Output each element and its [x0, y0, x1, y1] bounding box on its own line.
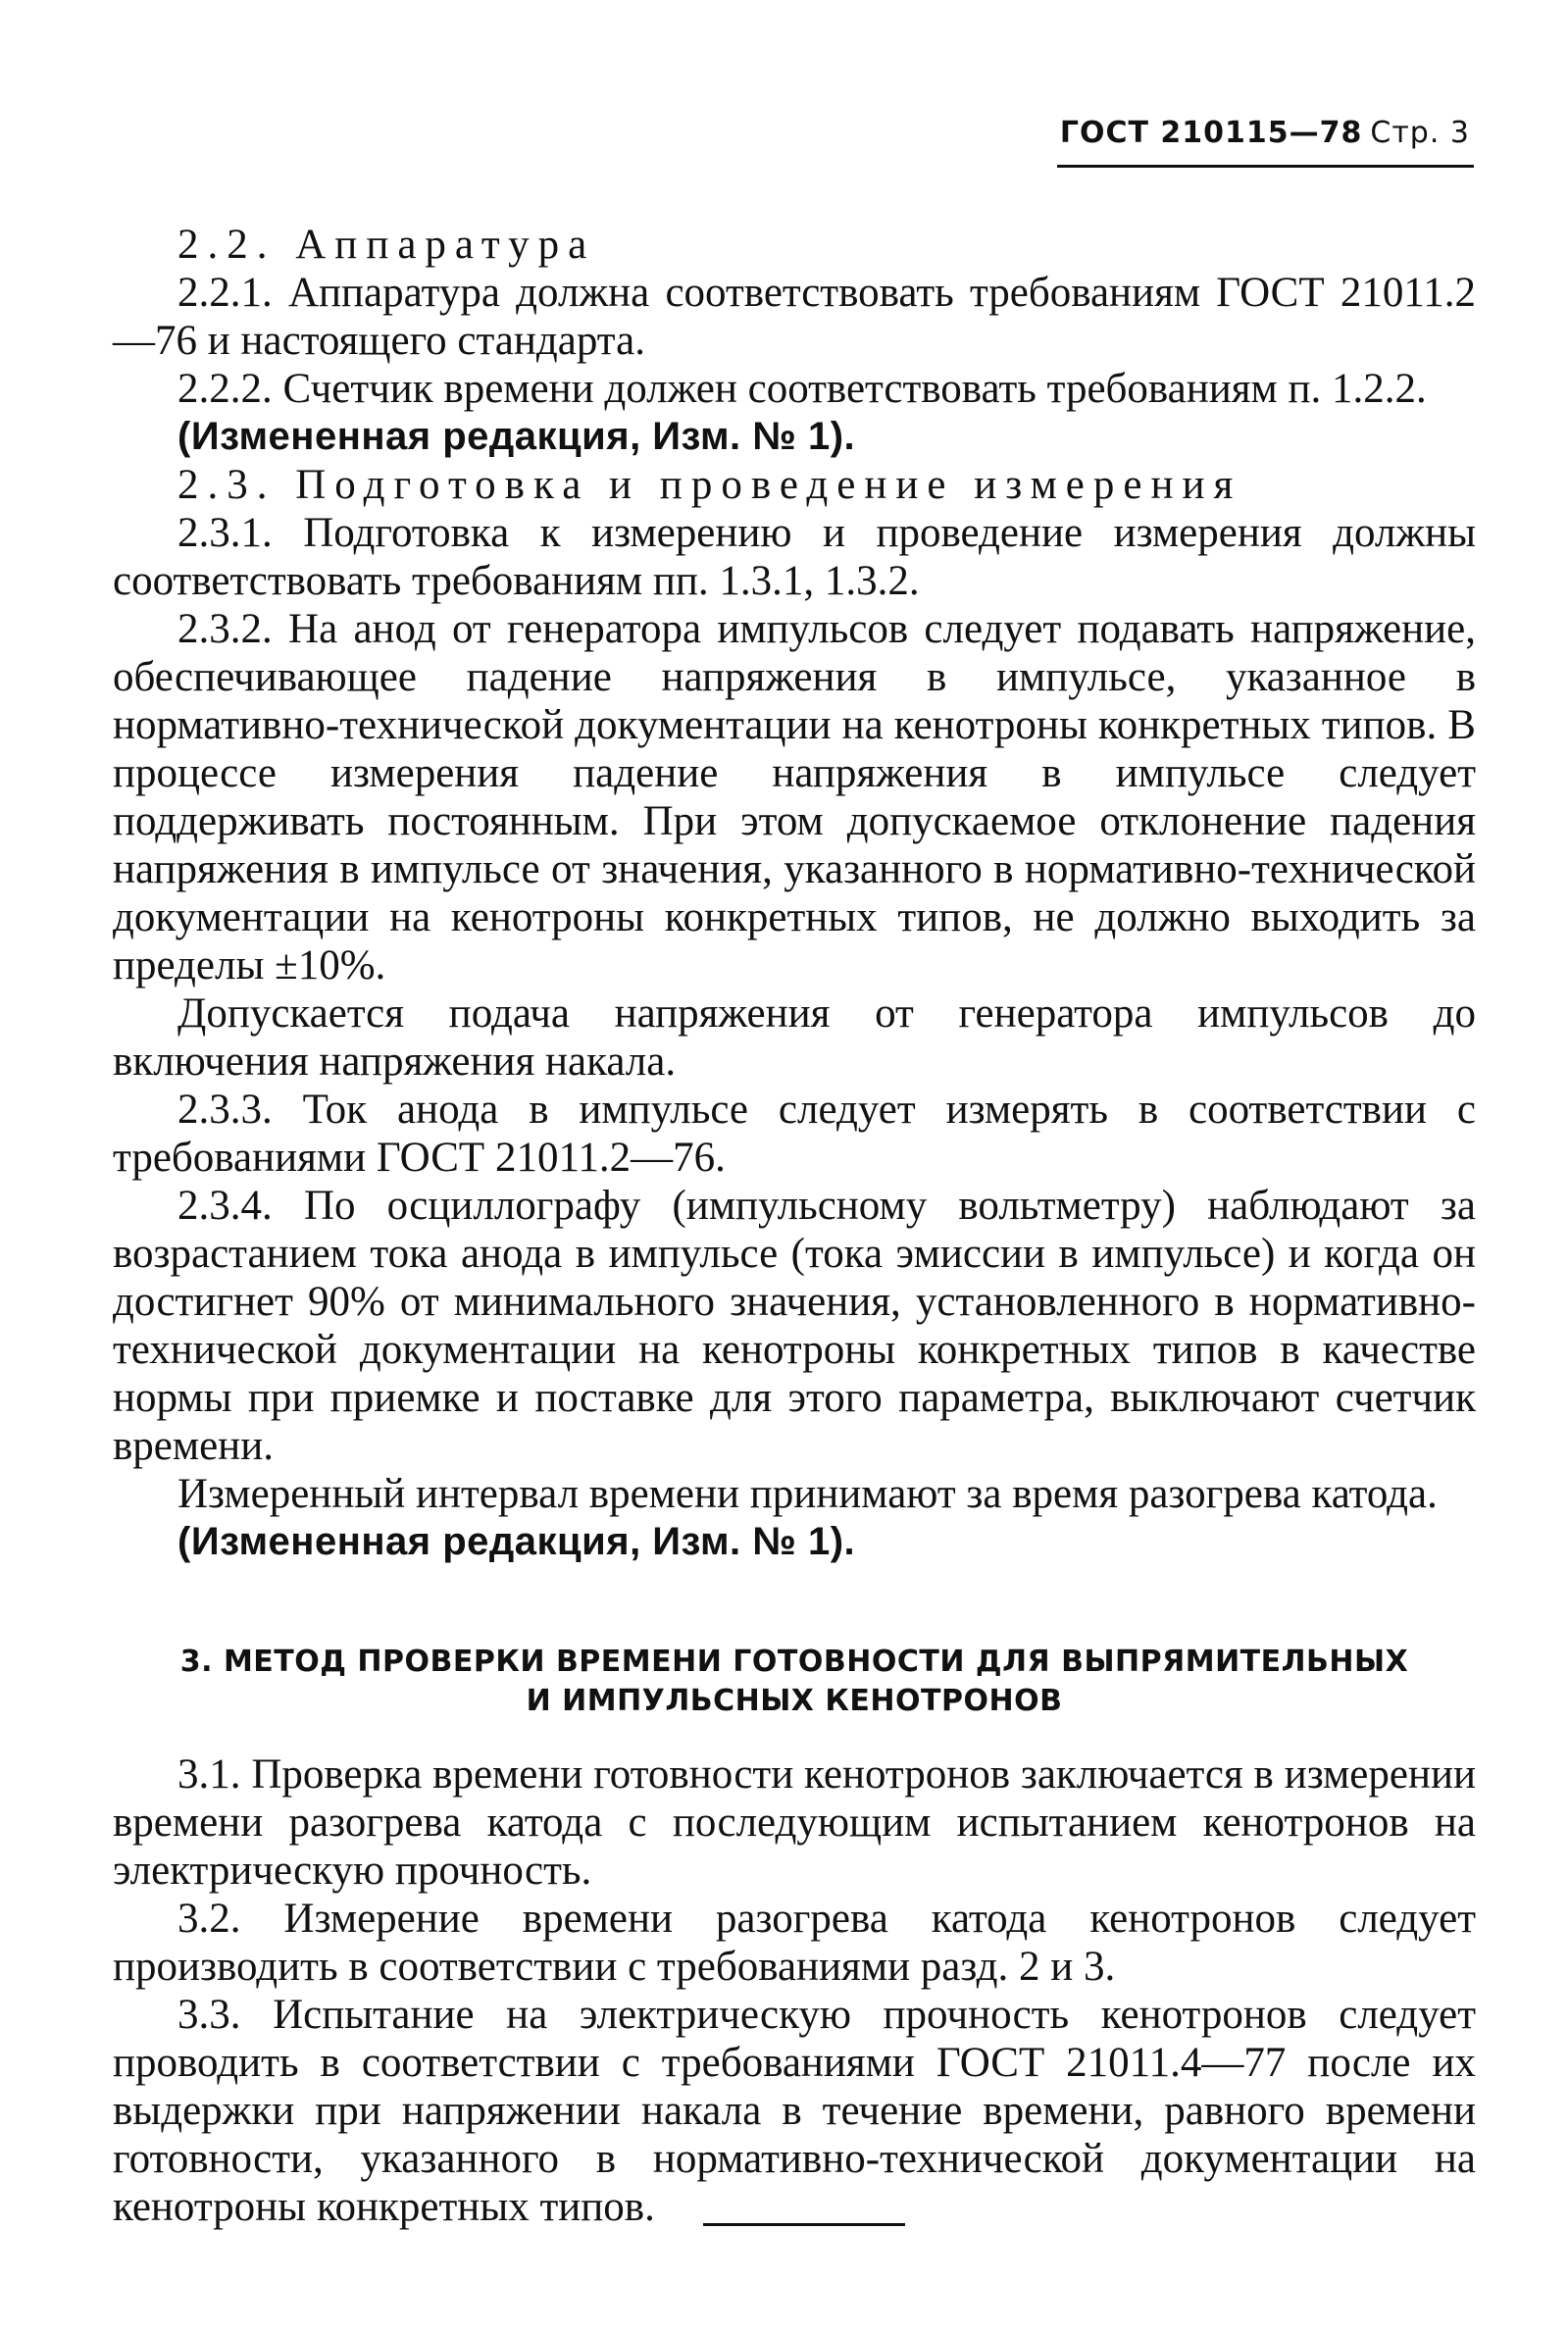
subsection-heading-2-2: 2.2. Аппаратура: [177, 222, 596, 268]
clause-2-3-2: 2.3.2. На анод от генератора импульсов следует подавать напряжение, обеспечивающее падение напряжения в импульсе, указанное в нормативно-технической документации на кенотроны конкретных типов. В процессе измерения падение напряжения в импульсе следует поддерживать постоянным. При этом допускаемое отклонение падения напряжения в импульсе от значения, указанного в нормативно-технической документации на кенотроны конкретных типов, не должно выходить за пределы ±10%.: [113, 606, 1476, 988]
clause-3-1: 3.1. Проверка времени готовности кенотронов заключается в измерении времени разогрева катода с последующим испытанием кенотронов на электрическую прочность.: [113, 1751, 1476, 1894]
clause-3-3: 3.3. Испытание на электрическую прочность кенотронов следует проводить в соответствии с требованиями ГОСТ 21011.4—77 после их выдержки при напряжении накала в течение времени, равного времени готовности, указанного в нормативно-технической документации на кенотроны конкретных типов.: [113, 1992, 1476, 2230]
clause-3-2: 3.2. Измерение времени разогрева катода кенотронов следует производить в соответствии с требованиями разд. 2 и 3.: [113, 1896, 1476, 1990]
clause-2-3-3: 2.3.3. Ток анода в импульсе следует измерять в соответствии с требованиями ГОСТ 21011.2—76.: [113, 1087, 1476, 1181]
section-3-title-line1: 3. МЕТОД ПРОВЕРКИ ВРЕМЕНИ ГОТОВНОСТИ ДЛЯ ВЫПРЯМИТЕЛЬНЫХ: [179, 1645, 1409, 1679]
clause-2-3-4-continued: Измеренный интервал времени принимают за время разогрева катода.: [177, 1471, 1438, 1517]
document-body: [113, 221, 1476, 2231]
header-rule: [1057, 165, 1474, 168]
amendment-note: (Измененная редакция, Изм. № 1).: [177, 1520, 856, 1563]
standard-number: ГОСТ 210115—78: [1059, 116, 1363, 150]
clause-2-2-2: 2.2.2. Счетчик времени должен соответствовать требованиям п. 1.2.2.: [177, 366, 1427, 412]
clause-2-3-4: 2.3.4. По осциллографу (импульсному вольтметру) наблюдают за возрастанием тока анода в импульсе (тока эмиссии в импульсе) и когда он достигнет 90% от минимального значения, установленного в нормативно-технической документации на кенотроны конкретных типов в качестве нормы при приемке и поставке для этого параметра, выключают счетчик времени.: [113, 1183, 1476, 1469]
subsection-heading-2-3: 2.3. Подготовка и проведение измерения: [177, 462, 1242, 508]
page-number: Стр. 3: [1370, 116, 1470, 150]
amendment-note: (Измененная редакция, Изм. № 1).: [177, 415, 856, 458]
section-3-title: [113, 1643, 1476, 1721]
end-rule: [703, 2223, 905, 2226]
clause-2-3-1: 2.3.1. Подготовка к измерению и проведение измерения должны соответствовать требованиям пп. 1.3.1, 1.3.2.: [113, 510, 1476, 604]
clause-2-2-1: 2.2.1. Аппаратура должна соответствовать требованиям ГОСТ 21011.2—76 и настоящего стандарта.: [113, 270, 1476, 364]
clause-2-3-2-continued: Допускается подача напряжения от генератора импульсов до включения напряжения накала.: [113, 990, 1476, 1085]
section-3-title-line2: И ИМПУЛЬСНЫХ КЕНОТРОНОВ: [526, 1684, 1063, 1718]
running-header: [1060, 116, 1470, 150]
